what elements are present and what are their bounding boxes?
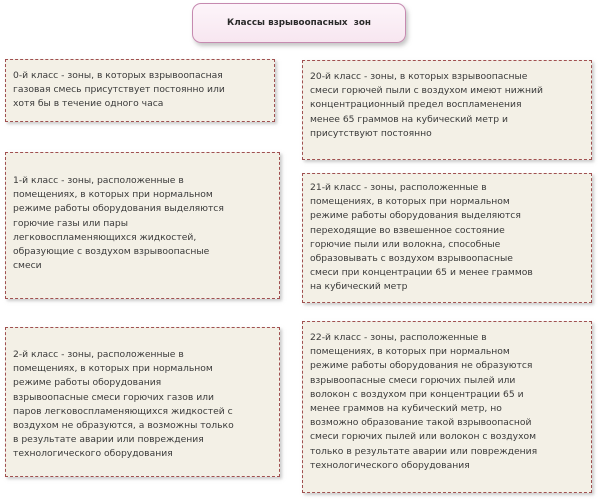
- zone-class-20-box: [302, 60, 592, 160]
- zone-class-22-box: [302, 321, 592, 493]
- zone-class-21-box: [302, 173, 592, 303]
- zone-class-1-box: [5, 152, 280, 299]
- zone-class-22-text: 22-й класс - зоны, расположенные в помещениях, в которых при нормальном режиме работы оборудования не образуются взрывоопасные смеси горючих пылей или волокон с воздухом при концентрации 65 и менее граммов на кубический метр, но возможно образование такой взрывоопасной смеси горючих пылей или волокон с воздухом только в результате аварии или повреждения технологического оборудования: [310, 332, 538, 471]
- zone-class-2-text: 2-й класс - зоны, расположенные в помещениях, в которых при нормальном режиме работы оборудования взрывоопасные смеси горючих газов или паров легковоспламеняющихся жидкостей с воздухом не образуются, а возможны только в результате аварии или повреждения технологического оборудования: [13, 349, 234, 460]
- zone-class-2-box: [5, 327, 280, 477]
- diagram-title: Классы взрывоопасных зон: [227, 18, 371, 28]
- zone-class-21-text: 21-й класс - зоны, расположенные в помещениях, в которых при нормальном режиме работы оборудования выделяются переходящие во взвешенное состояние горючие пыли или волокна, способные образовывать с воздухом взрывоопасные смеси при концентрации 65 и менее граммов на кубический метр: [310, 182, 533, 293]
- zone-class-0-box: [5, 59, 275, 122]
- zone-class-0-text: 0-й класс - зоны, в которых взрывоопасная газовая смесь присутствует постоянно или хотя бы в течение одного часа: [13, 70, 225, 110]
- zone-class-1-text: 1-й класс - зоны, расположенные в помещениях, в которых при нормальном режиме работы оборудования выделяются горючие газы или пары легковоспламеняющихся жидкостей, образующие с воздухом взрывоопасные смеси: [13, 175, 224, 272]
- title-box: [192, 3, 406, 43]
- zone-class-20-text: 20-й класс - зоны, в которых взрывоопасные смеси горючей пыли с воздухом имеют нижний концентрационный предел воспламенения менее 65 граммов на кубический метр и присутствуют постоянно: [310, 71, 543, 139]
